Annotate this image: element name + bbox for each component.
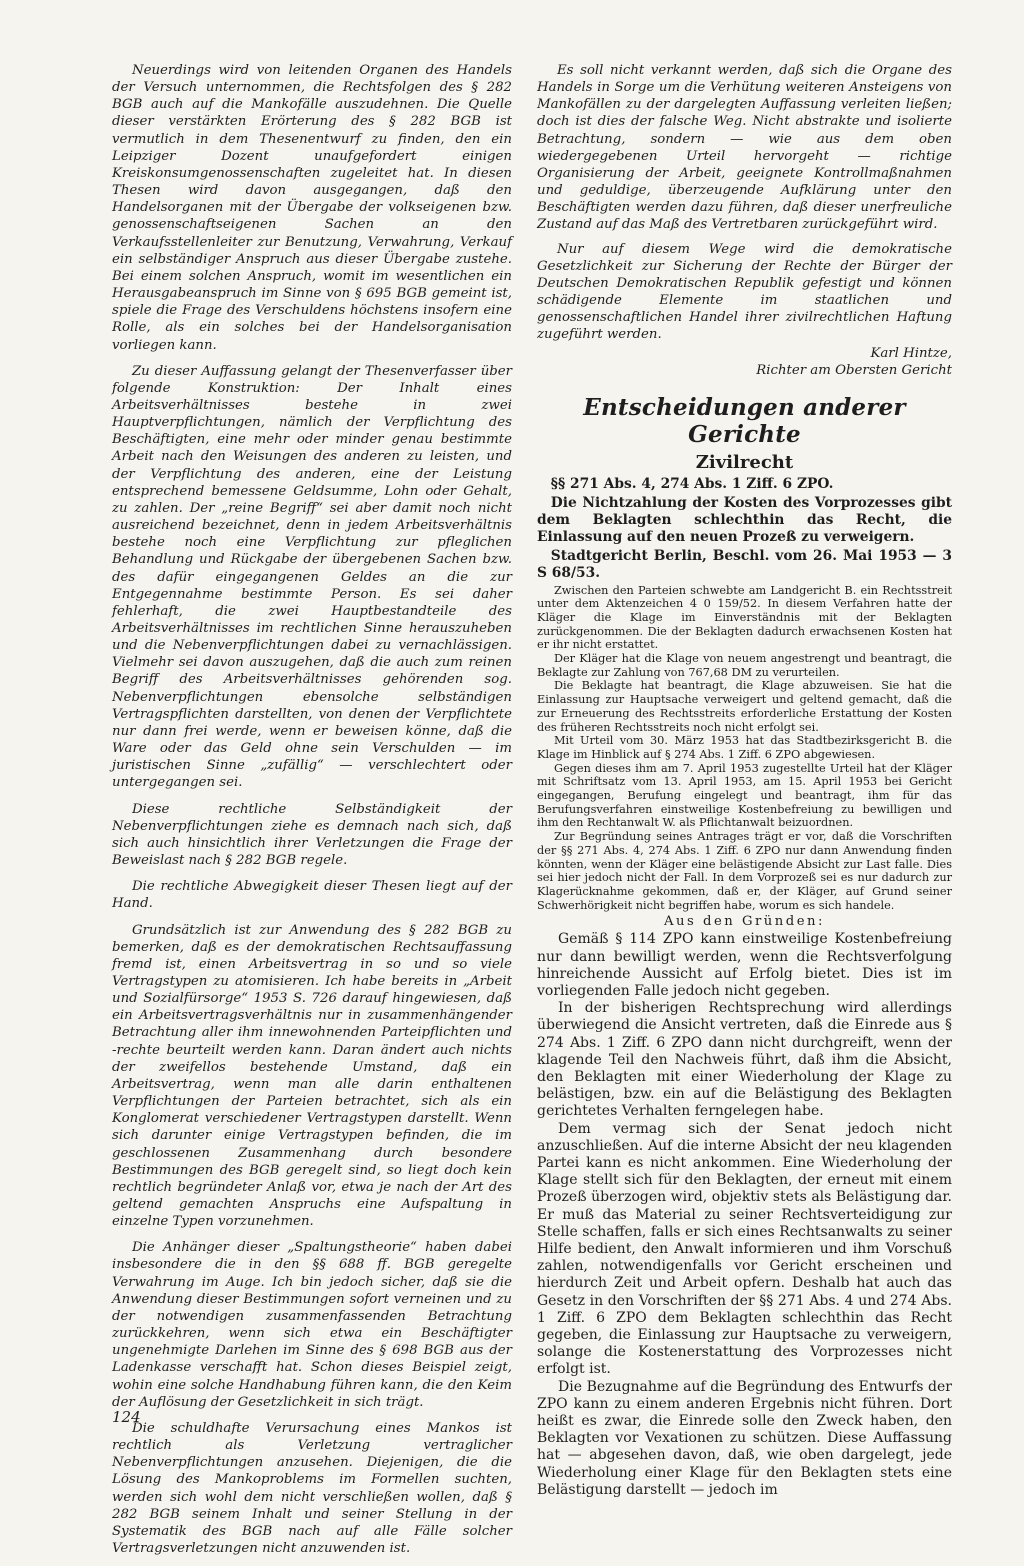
right-paragraph-1: Es soll nicht verkannt werden, daß sich die Organe des Handels in Sorge um die Verhütung weiteren Ansteigens von Mankofällen zu der dargelegten Auffassung verleiten ließen; doch ist dies der falsche Weg. Nicht abstrakte und isolierte Betrachtung, sondern — wie aus dem oben wiedergegebenen Urteil hervorgeht — richtige Organisierung der Arbeit, geeignete Kontrollmaßnahmen und geduldige, überzeugende Aufklärung unter den Beschäftigten werden dazu führen, daß dieser unerfreuliche Zustand auf das Maß des Vertretbaren zurückgeführt wird.: [537, 63, 952, 233]
headnote-principle: Die Nichtzahlung der Kosten des Vorprozesses gibt dem Beklagten schlechthin das Recht, die Einlassung auf den neuen Prozeß zu verweigern.: [537, 494, 952, 545]
left-paragraph-6: Die Anhänger dieser „Spaltungstheorie“ haben dabei insbesondere die in den §§ 688 ff. BGB geregelte Verwahrung im Auge. Ich bin jedoch sicher, daß sie die Anwendung dieser Bestimmungen sofort verneinen und zu der notwendigen zusammenfassenden Betrachtung zurückkehren, wenn sich etwa ein Beschäftigter ungenehmigte Darlehen im Sinne des § 698 BGB aus der Ladenkasse verschafft hat. Schon dieses Beispiel zeigt, wohin eine solche Handhabung führen kann, die den Keim der Auflösung der Gesetzlichkeit in sich trägt.: [112, 1240, 512, 1410]
left-paragraph-4: Die rechtliche Abwegigkeit dieser Thesen liegt auf der Hand.: [112, 879, 512, 912]
headnote-court: Stadtgericht Berlin, Beschl. vom 26. Mai 1953 — 3 S 68/53.: [537, 547, 952, 581]
author-name: Karl Hintze,: [870, 345, 952, 361]
right-paragraph-2: Nur auf diesem Wege wird die demokratische Gesetzlichkeit zur Sicherung der Rechte der Bürger der Deutschen Demokratischen Republik gefestigt und können schädigende Elemente im staatlichen und genossenschaftlichen Handel ihrer zivilrechtlichen Haftung zugeführt werden.: [537, 241, 952, 343]
facts-paragraph-5: Gegen dieses ihm am 7. April 1953 zugestellte Urteil hat der Kläger mit Schriftsatz vom 13. April 1953, am 15. April 1953 bei Gericht eingegangen, Berufung eingelegt und beantragt, ihm für das Berufungsverfahren einstweilige Kostenbefreiung zu bewilligen und ihm den Rechtanwalt W. als Pflichtanwalt beizuordnen.: [537, 761, 952, 830]
facts-paragraph-2: Der Kläger hat die Klage von neuem angestrengt und beantragt, die Beklagte zur Zahlung von 767,68 DM zu verurteilen.: [537, 652, 952, 679]
author-signature: [537, 345, 952, 380]
grounds-paragraph-3: Dem vermag sich der Senat jedoch nicht anzuschließen. Auf die interne Absicht der neu klagenden Partei kann es nicht ankommen. Eine Wiederholung der Klage stellt sich für den Beklagten, der erneut mit einem Prozeß überzogen wird, objektiv stets als Belästigung dar. Er muß das Material zu seiner Rechtsverteidigung zur Stelle schaffen, falls er sich eines Rechtsanwalts zu seiner Hilfe bedient, den Anwalt informieren und ihm Vorschuß zahlen, notwendigenfalls vor Gericht erscheinen und hierdurch Zeit und Arbeit opfern. Deshalb hat auch das Gesetz in den Vorschriften der §§ 271 Abs. 4 und 274 Abs. 1 Ziff. 6 ZPO dem Beklagten schlechthin das Recht gegeben, die Einlassung zur Hauptsache zu verweigern, solange die Kostenerstattung des Vorprozesses nicht erfolgt ist.: [537, 1120, 952, 1378]
section-title: Entscheidungen anderer Gerichte: [583, 393, 906, 448]
left-paragraph-5: Grundsätzlich ist zur Anwendung des § 282 BGB zu bemerken, daß es der demokratischen Rechtsauffassung fremd ist, einen Arbeitsvertrag in so und so viele Vertragstypen zu atomisieren. Ich habe bereits in „Arbeit und Sozialfürsorge“ 1953 S. 726 darauf hingewiesen, daß ein Arbeitsvertragsverhältnis nur in zusammenhängender Betrachtung aller ihm innewohnenden Parteipflichten und -rechte beurteilt werden kann. Daran ändert auch nichts der zweifellos bestehende Umstand, daß ein Arbeitsvertrag, wenn man alle darin enthaltenen Verpflichtungen der Parteien betrachtet, sich als ein Konglomerat verschiedener Vertragstypen darstellt. Wenn sich darunter einige Vertragstypen befinden, die im geschlossenen Zusammenhang durch besondere Bestimmungen des BGB geregelt sind, so liegt doch kein rechtlich begründeter Anlaß vor, etwa je nach der Art des geltend gemachten Anspruchs eine Aufspaltung in einzelne Typen vorzunehmen.: [112, 922, 512, 1230]
facts-paragraph-1: Zwischen den Parteien schwebte am Landgericht B. ein Rechtsstreit unter dem Aktenzeichen 4 0 159/52. In diesem Verfahren hatte der Kläger die Klage im Einverständnis mit der Beklagten zurückgenommen. Die der Beklagten dadurch erwachsenen Kosten hat er ihr nicht erstattet.: [537, 583, 952, 652]
case-headnote: [537, 476, 952, 582]
facts-paragraph-4: Mit Urteil vom 30. März 1953 hat das Stadtbezirksgericht B. die Klage im Hinblick auf § 274 Abs. 1 Ziff. 6 ZPO abgewiesen.: [537, 734, 952, 761]
left-paragraph-3: Diese rechtliche Selbständigkeit der Nebenverpflichtungen ziehe es demnach nach sich, daß sich auch hinsichtlich ihrer Verletzungen die Frage der Beweislast nach § 282 BGB regele.: [112, 801, 512, 869]
left-paragraph-2: Zu dieser Auffassung gelangt der Thesenverfasser über folgende Konstruktion: Der Inhalt eines Arbeitsverhältnisses bestehe in zwei Hauptverpflichtungen, nämlich der Verpflichtung des Beschäftigten, eine mehr oder minder genau bestimmte Arbeit nach den Weisungen des anderen zu leisten, und der Verpflichtung des anderen, eine der Leistung entsprechend bemessene Geldsumme, Lohn oder Gehalt, zu zahlen. Der „reine Begriff“ sei aber damit noch nicht ausreichend bezeichnet, denn in jedem Arbeitsverhältnis bestehe noch eine Verpflichtung zur pfleglichen Behandlung und Rückgabe der übergebenen Sachen bzw. des dafür eingegangenen Geldes an die zur Entgegennahme bestimmte Person. Es sei daher fehlerhaft, die zwei Hauptbestandteile des Arbeitsverhältnisses im rechtlichen Sinne herauszuheben und die Nebenverpflichtungen dabei zu vernachlässigen. Vielmehr sei davon auszugehen, daß die auch zum reinen Begriff des Arbeitsverhältnisses gehörenden sog. Nebenverpflichtungen ebensolche selbständigen Vertragspflichten darstellten, von denen der Verpflichtete nur dann frei werde, wenn er beweisen könne, daß die Ware oder das Geld ohne sein Verschulden — im juristischen Sinne „zufällig“ — verschlechtert oder untergegangen sei.: [112, 363, 512, 791]
grounds-heading: Aus den Gründen:: [664, 914, 825, 930]
grounds-paragraph-1: Gemäß § 114 ZPO kann einstweilige Kostenbefreiung nur dann bewilligt werden, wenn die Rechtsverfolgung hinreichende Aussicht auf Erfolg bietet. Dies ist im vorliegenden Falle jedoch nicht gegeben.: [537, 931, 952, 999]
case-grounds: [537, 931, 952, 1499]
facts-paragraph-6: Zur Begründung seines Antrages trägt er vor, daß die Vorschriften der §§ 271 Abs. 4, 274 Abs. 1 Ziff. 6 ZPO nur dann Anwendung finden könnten, wenn der Kläger eine belästigende Absicht zur Last falle. Dies sei hier jedoch nicht der Fall. In dem Vorprozeß sei es nur dadurch zur Klagerücknahme gekommen, daß er, der Kläger, auf Grund seiner Schwerhörigkeit nicht begriffen habe, worum es sich handele.: [537, 830, 952, 912]
grounds-paragraph-4: Die Bezugnahme auf die Begründung des Entwurfs der ZPO kann zu einem anderen Ergebnis nicht führen. Dort heißt es zwar, die Einrede solle den Zweck haben, den Beklagten vor Vexationen zu schützen. Diese Auffassung hat — abgesehen davon, daß, wie oben dargelegt, jede Wiederholung einer Klage für den Beklagten stets eine Belästigung darstellt — jedoch im: [537, 1378, 952, 1498]
headnote-statutes: §§ 271 Abs. 4, 274 Abs. 1 Ziff. 6 ZPO.: [550, 475, 834, 492]
case-facts: [537, 584, 952, 913]
article-conclusion: [537, 62, 952, 344]
right-column: [537, 62, 952, 1499]
left-paragraph-7: Die schuldhafte Verursachung eines Mankos ist rechtlich als Verletzung vertraglicher Nebenverpflichtungen anzusehen. Diejenigen, die die Lösung des Mankoproblems im Formellen suchten, werden sich wohl dem nicht verschließen wollen, daß § 282 BGB seinem Inhalt und seiner Stellung in der Systematik des BGB nach auf alle Fälle solcher Vertragsverletzungen nicht anzuwenden ist.: [112, 1420, 512, 1556]
facts-paragraph-3: Die Beklagte hat beantragt, die Klage abzuweisen. Sie hat die Einlassung zur Hauptsache verweigert und geltend gemacht, daß die zur Erneuerung des Rechtsstreits erforderliche Erstattung der Kosten des früheren Rechtsstreits noch nicht erfolgt sei.: [537, 679, 952, 734]
subsection-title: Zivilrecht: [695, 451, 794, 473]
grounds-paragraph-2: In der bisherigen Rechtsprechung wird allerdings überwiegend die Ansicht vertreten, daß die Einrede aus § 274 Abs. 1 Ziff. 6 ZPO dann nicht durchgreift, wenn der klagende Teil den Nachweis führt, daß ihm die Absicht, den Beklagten mit einer Wiederholung der Klage zu belästigen, bzw. ein auf die Belästigung des Beklagten gerichtetes Verhalten ferngelegen habe.: [537, 1000, 952, 1120]
author-title: Richter am Obersten Gericht: [756, 363, 952, 378]
left-column: [112, 62, 512, 1566]
left-paragraph-1: Neuerdings wird von leitenden Organen des Handels der Versuch unternommen, die Rechtsfolgen des § 282 BGB auch auf die Mankofälle auszudehnen. Die Quelle dieser verstärkten Erörterung des § 282 BGB ist vermutlich in dem Thesenentwurf zu finden, den ein Leipziger Dozent unaufgefordert einigen Kreiskonsumgenossenschaften zugeleitet hat. In diesen Thesen wird davon ausgegangen, daß den Handelsorganen mit der Übergabe der volkseigenen bzw. genossenschaftseigenen Sachen an den Verkaufsstellenleiter zur Benutzung, Verwahrung, Verkauf ein selbständiger Anspruch aus dieser Übergabe zustehe. Bei einem solchen Anspruch, womit im wesentlichen ein Herausgabeanspruch im Sinne von § 695 BGB gemeint ist, spiele die Frage des Verschuldens höchstens insofern eine Rolle, als ein solches bei der Handelsorganisation vorliegen kann.: [112, 63, 512, 353]
page-number: 124: [112, 1408, 141, 1426]
